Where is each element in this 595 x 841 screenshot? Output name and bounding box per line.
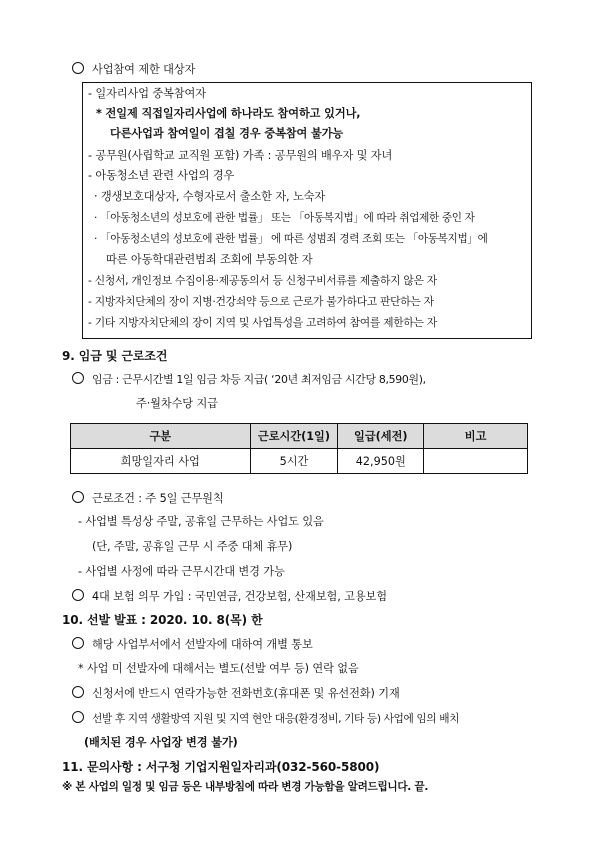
- wage-line-2: 주·월차수당 지급: [136, 397, 218, 410]
- restriction-title-text: 사업참여 제한 대상자: [92, 63, 196, 76]
- insurance-text: 4대 보험 의무 가입 : 국민연금, 건강보험, 산재보험, 고용보험: [92, 590, 387, 603]
- wage-table: [70, 423, 528, 474]
- circle-bullet-icon: [72, 686, 84, 698]
- circle-bullet-icon: [72, 711, 84, 723]
- box-item-1: - 일자리사업 중복참여자: [88, 87, 206, 100]
- circle-bullet-icon: [72, 589, 84, 601]
- work-detail-3: - 사업별 사정에 따라 근무시간대 변경 가능: [78, 565, 285, 578]
- box-item-7: · 「아동청소년의 성보호에 관한 법률」 또는 「아동복지법」에 따라 취업제한 중인 자: [94, 212, 475, 224]
- box-item-11: - 지방자치단체의 장이 지병·건강쇠약 등으로 근로가 불가하다고 판단하는 자: [88, 295, 434, 308]
- table-header-cell: 근로시간(1일): [250, 424, 338, 449]
- footer-note: ※ 본 사업의 일정 및 임금 등은 내부방침에 따라 변경 가능함을 알려드립니다. 끝.: [62, 781, 429, 793]
- table-cell: 5시간: [250, 449, 338, 474]
- selection-item-1: [72, 637, 313, 652]
- circle-bullet-icon: [72, 637, 84, 649]
- work-condition: [72, 491, 224, 506]
- selection-item-3-note: (배치된 경우 사업장 변경 불가): [84, 736, 238, 749]
- table-cell: 희망일자리 사업: [71, 449, 251, 474]
- table-row: [71, 449, 528, 474]
- box-item-8: · 「아동청소년의 성보호에 관한 법률」 에 따른 성범죄 경력 조회 또는 「아동복지법」에: [94, 233, 488, 245]
- box-item-10: - 신청서, 개인정보 수집이용·제공동의서 등 신청구비서류를 제출하지 않은 자: [88, 274, 437, 287]
- box-item-4: - 공무원(사립학교 교직원 포함) 가족 : 공무원의 배우자 및 자녀: [88, 149, 393, 162]
- circle-bullet-icon: [72, 372, 84, 384]
- box-item-2: * 전일제 직접일자리사업에 하나라도 참여하고 있거나,: [96, 107, 361, 120]
- work-detail-2: (단, 주말, 공휴일 근무 시 주중 대체 휴무): [92, 540, 293, 553]
- work-detail-1: - 사업별 특성상 주말, 공휴일 근무하는 사업도 있음: [78, 515, 324, 528]
- wage-line-1: [72, 372, 426, 387]
- box-item-12: - 기타 지방자치단체의 장이 지역 및 사업특성을 고려하여 참여를 제한하는 자: [88, 316, 437, 329]
- work-condition-text: 근로조건 : 주 5일 근무원칙: [92, 492, 224, 505]
- selection-item-1-text: 해당 사업부서에서 선발자에 대하여 개별 통보: [92, 638, 313, 651]
- wage-line-1-text: 임금 : 근무시간별 1일 임금 차등 지급( ‘20년 최저임금 시간당 8,590원),: [92, 373, 426, 386]
- table-header-row: [71, 424, 528, 449]
- table-header-cell: 비고: [424, 424, 528, 449]
- box-item-9: 따른 아동학대관련범죄 조회에 부동의한 자: [106, 253, 313, 266]
- box-item-3: 다른사업과 참여일이 겹칠 경우 중복참여 불가능: [110, 127, 344, 140]
- section11-heading: 11. 문의사항 : 서구청 기업지원일자리과(032-560-5800): [62, 760, 380, 774]
- restriction-title: [72, 62, 195, 77]
- circle-bullet-icon: [72, 62, 84, 74]
- selection-item-3-text: 선발 후 지역 생활방역 지원 및 지역 현안 대응(환경정비, 기타 등) 사업에 임의 배치: [92, 712, 460, 725]
- section10-heading: 10. 선발 발표 : 2020. 10. 8(목) 한: [62, 613, 263, 627]
- box-item-6: · 갱생보호대상자, 수형자로서 출소한 자, 노숙자: [94, 190, 326, 203]
- selection-item-2: [72, 686, 400, 701]
- table-cell: 42,950원: [338, 449, 424, 474]
- table-header-cell: 구분: [71, 424, 251, 449]
- table-header-cell: 일급(세전): [338, 424, 424, 449]
- selection-item-2-text: 신청서에 반드시 연락가능한 전화번호(휴대폰 및 유선전화) 기재: [92, 687, 400, 700]
- section9-heading: 9. 임금 및 근로조건: [62, 349, 168, 363]
- selection-item-3: [72, 711, 459, 726]
- box-item-5: - 아동청소년 관련 사업의 경우: [88, 169, 235, 182]
- circle-bullet-icon: [72, 491, 84, 503]
- table-cell: [424, 449, 528, 474]
- insurance-line: [72, 589, 387, 604]
- selection-note-1: * 사업 미 선발자에 대해서는 별도(선발 여부 등) 연락 없음: [78, 662, 359, 675]
